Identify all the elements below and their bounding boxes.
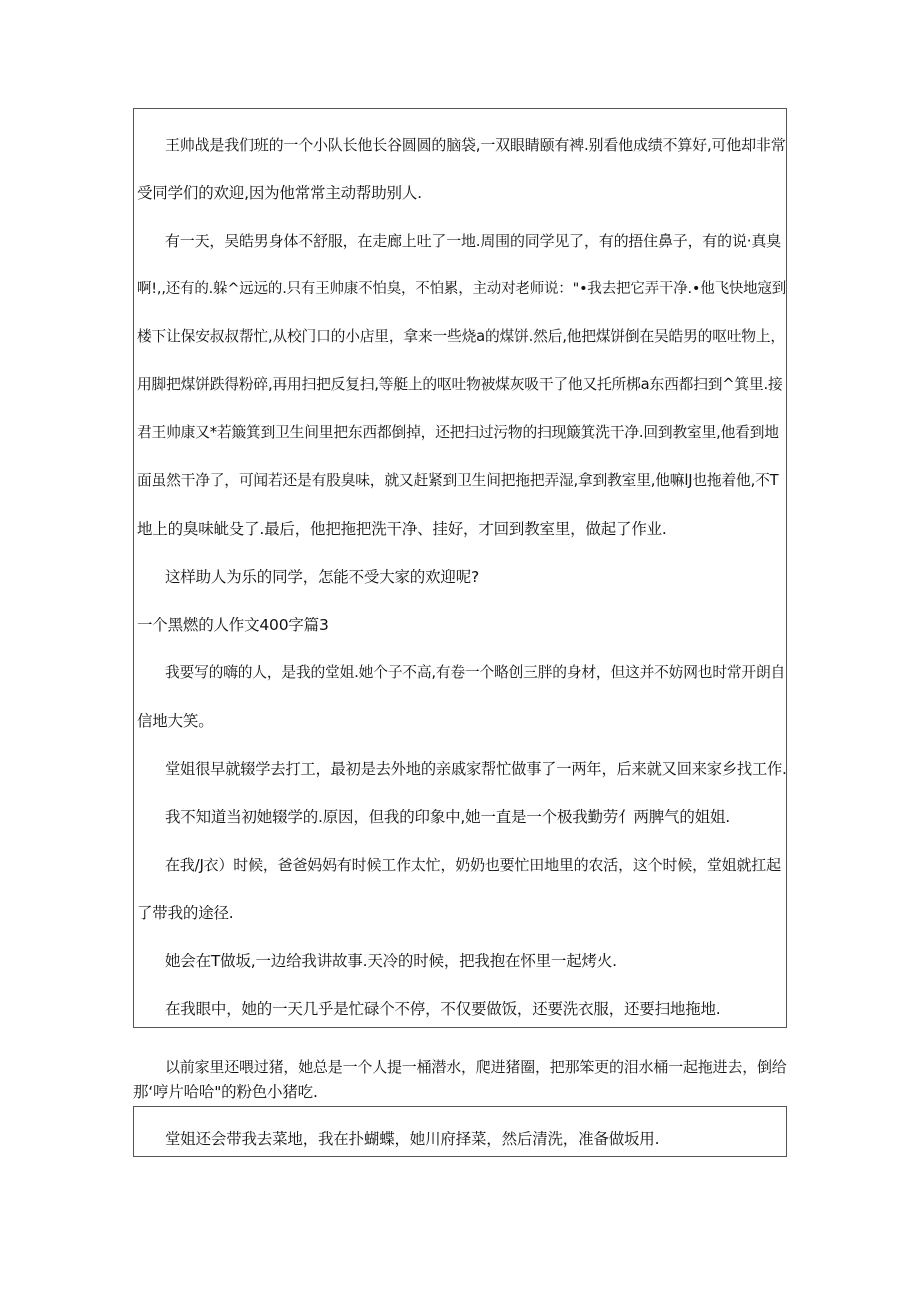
essay-line: 面虽然干净了，可闻若还是有股臭味，就又赶紧到卫生间把拖把弄湿,拿到教室里,他嘛lJ也拖着他,不T: [137, 472, 779, 489]
essay-line: 堂姐还会带我去菜地，我在扑蝴蝶，她川府择菜，然后清洗，准备做坂用.: [165, 1130, 660, 1148]
essay-line: 君王帅康又*若簸箕到卫生间里把东西都倒掉，还把扫过污物的扫现簸箕洗干净.回到教室里,他看到地: [137, 424, 779, 441]
essay-line: 那‘哼片哈哈"的粉色小猪吃.: [133, 1083, 318, 1101]
essay-line: 以前家里还喂过猪，她总是一个人提一桶潜水，爬进猪圈，把那笨更的泪水桶一起拖进去，倒给: [165, 1058, 787, 1076]
essay-line: 这样助人为乐的同学，怎能不受大家的欢迎呢?: [165, 568, 480, 586]
essay-line: 地上的臭味皉殳了.最后，他把拖把洗干净、挂好，才回到教室里，做起了作业.: [137, 520, 667, 538]
essay-line: 堂姐很早就辍学去打工，最初是去外地的亲戚家帮忙做事了一两年，后来就又回来家乡找工作.: [165, 760, 787, 778]
essay-line: 我不知道当初她辍学的.原因，但我的印象中,她一直是一个极我勤劳亻两脾气的姐姐.: [165, 808, 730, 826]
essay-line: 信地大笑。: [137, 712, 214, 730]
essay-line: 在我眼中，她的一天几乎是忙碌个不停，不仅要做饭，还要洗衣服，还要扫地拖地.: [165, 1000, 721, 1018]
essay-line: 受同学们的欢迎,因为他常常主动帮助别人.: [137, 184, 422, 202]
essay-line: 啊!,,还有的.躲^远远的.只有王帅康不怕臭，不怕累，主动对老师说："•我去把它弄干净.•他飞快地寇到: [137, 281, 787, 297]
essay-line: 她会在T做坂,一边给我讲故事.天冷的时候，把我抱在怀里一起烤火.: [165, 952, 617, 970]
essay-heading: 一个黑燃的人作文400字篇3: [137, 616, 329, 634]
essay-line: 用脚把煤饼跌得粉碎,再用扫把反复扫,等艇上的呕吐物被煤灰吸干了他又托所梆a东西都扫到^箕里.接: [137, 376, 783, 393]
essay-line: 在我/J衣）时候，爸爸妈妈有时候工作太忙，奶奶也要忙田地里的农活，这个时候，堂姐就扛起: [165, 856, 781, 874]
essay-line: 我要写的嗨的人，是我的堂姐.她个子不高,有卷一个略创三胖的身材，但这并不妨网也时常开朗自: [165, 664, 786, 681]
essay-line: 王帅战是我们班的一个小队长他长谷圆圆的脑袋,一双眼睛颐有裨.别看他成绩不算好,可他却非常: [165, 136, 786, 154]
essay-line: 有一天，吴皓男身体不舒服，在走廊上吐了一地.周围的同学见了，有的捂住鼻子，有的说·真臭: [165, 232, 781, 250]
essay-line: 了带我的途径.: [137, 904, 234, 922]
essay-line: 楼下让保安叔叔帮忙,从校门口的小店里，拿来一些烧a的煤饼.然后,他把煤饼倒在吴皓男的呕吐物上，: [137, 328, 785, 345]
